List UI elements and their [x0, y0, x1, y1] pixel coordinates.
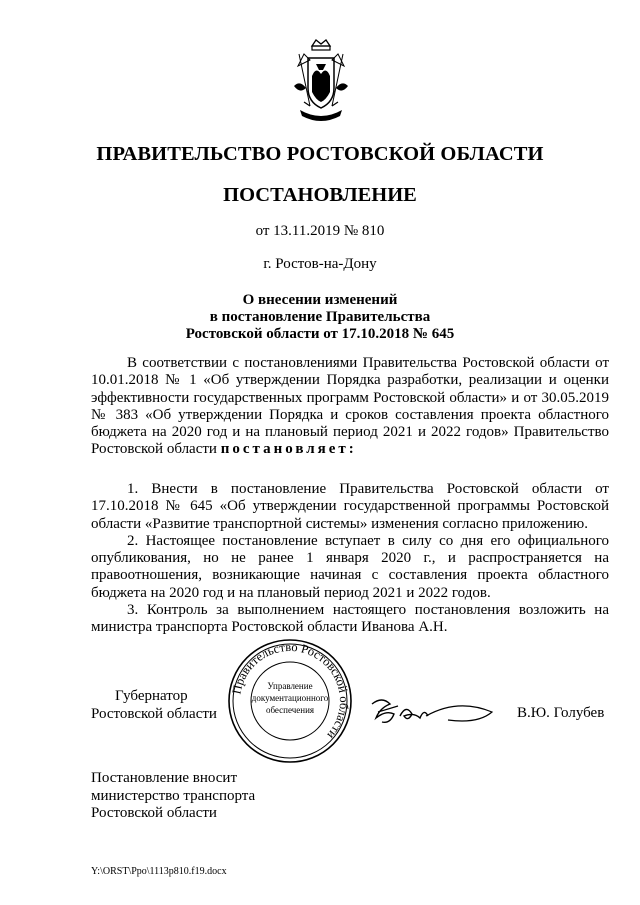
- position-line: Ростовской области: [91, 705, 217, 722]
- introducer-block: [91, 770, 255, 823]
- signatory-position: [91, 688, 217, 723]
- stamp-center-line: Управление: [267, 681, 313, 691]
- introducer-line: министерство транспорта: [91, 787, 256, 804]
- position-line: Губернатор: [115, 688, 188, 704]
- clauses-list: [91, 481, 609, 637]
- signatory-name: В.Ю. Голубев: [517, 705, 605, 721]
- document-type-heading: ПОСТАНОВЛЕНИЕ: [223, 184, 417, 206]
- clause-item: 1. Внести в постановление Правительства Ростовской области от 17.10.2018 № 645 «Об утверждении государственной программы Ростовской области «Развитие транспортной системы» изменения согласно приложению.: [91, 481, 609, 532]
- svg-text:Правительство Ростовской облас: [229, 640, 351, 742]
- subject-line: Ростовской области от 17.10.2018 № 645: [185, 326, 455, 342]
- subject-line: в постановление Правительства: [209, 309, 431, 325]
- government-title: ПРАВИТЕЛЬСТВО РОСТОВСКОЙ ОБЛАСТИ: [96, 143, 544, 165]
- file-path-footer: Y:\ORST\Ppo\1113p810.f19.docx: [91, 866, 227, 877]
- introducer-line: Ростовской области: [91, 805, 217, 821]
- decree-word: постановляет:: [220, 441, 357, 458]
- introducer-line: Постановление вносит: [91, 770, 238, 786]
- preamble-text: В соответствии с постановлениями Правительства Ростовской области от 10.01.2018 № 1 «Об утверждении Порядка разработки, реализации и оценки эффективности государственных программ Ростовской области» и от 30.05.2019 № 383 «Об утверждении Порядка и сроков составления проекта областного бюджета на 2020 год и на плановый период 2021 и 2022 годов» Правительство Ростовской области: [91, 355, 609, 458]
- handwritten-signature: [368, 694, 498, 730]
- subject-line: О внесении изменений: [242, 292, 398, 308]
- coat-of-arms-icon: [290, 36, 352, 126]
- preamble-paragraph: [91, 355, 609, 459]
- document-subject: [140, 292, 500, 343]
- stamp-ring-text: Правительство Ростовской области: [229, 639, 352, 742]
- stamp-center-line: обеспечения: [265, 705, 315, 715]
- stamp-center-line: документационного: [251, 693, 329, 703]
- clause-item: 3. Контроль за выполнением настоящего постановления возложить на министра транспорта Ростовской области Иванова А.Н.: [91, 602, 609, 636]
- document-date-number: от 13.11.2019 № 810: [255, 223, 385, 239]
- document-city: г. Ростов-на-Дону: [263, 256, 377, 272]
- official-stamp: [226, 637, 354, 765]
- clause-item: 2. Настоящее постановление вступает в силу со дня его официального опубликования, но не ранее 1 января 2020 г., и распространяется на правоотношения, возникающие начиная с составления проекта областного бюджета на 2020 год и на плановый период 2021 и 2022 годов.: [91, 532, 609, 601]
